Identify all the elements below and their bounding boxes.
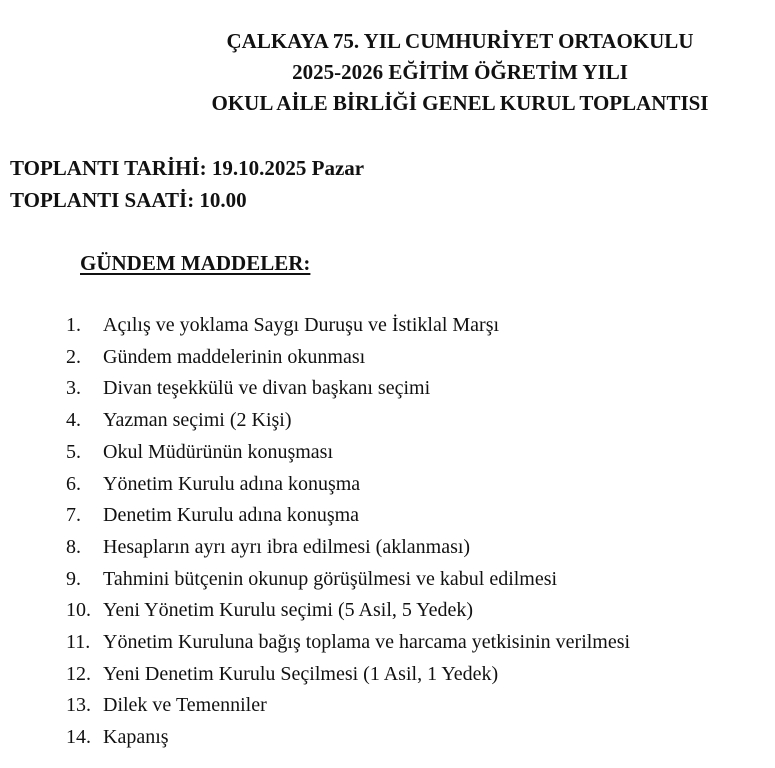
- agenda-item: [66, 500, 630, 532]
- agenda-item: [66, 564, 630, 596]
- agenda-item-number: 7.: [66, 504, 81, 527]
- agenda-item-text: Denetim Kurulu adına konuşma: [103, 504, 360, 527]
- agenda-item-number: 9.: [66, 567, 81, 590]
- agenda-item-text: Gündem maddelerinin okunması: [103, 345, 366, 368]
- agenda-item-number: 13.: [66, 694, 91, 717]
- agenda-item: [66, 659, 630, 691]
- agenda-item-text: Yeni Yönetim Kurulu seçimi (5 Asil, 5 Yedek): [103, 599, 473, 622]
- meeting-time: TOPLANTI SAATİ: 10.00: [10, 188, 247, 212]
- agenda-item-number: 2.: [66, 345, 81, 368]
- agenda-item-number: 10.: [66, 599, 91, 622]
- agenda-item-number: 4.: [66, 409, 81, 432]
- agenda-item-text: Yönetim Kuruluna bağış toplama ve harcama yetkisinin verilmesi: [103, 631, 631, 654]
- agenda-title: GÜNDEM MADDELER:: [80, 251, 311, 275]
- agenda-item-number: 12.: [66, 662, 91, 685]
- agenda-item-text: Hesapların ayrı ayrı ibra edilmesi (aklanması): [103, 535, 471, 558]
- meeting-date: TOPLANTI TARİHİ: 19.10.2025 Pazar: [10, 156, 365, 180]
- document-header: [150, 26, 770, 119]
- agenda-item: [66, 310, 630, 342]
- meeting-title: OKUL AİLE BİRLİĞİ GENEL KURUL TOPLANTISI: [211, 91, 709, 115]
- agenda-item-text: Kapanış: [103, 726, 169, 749]
- agenda-item-text: Tahmini bütçenin okunup görüşülmesi ve kabul edilmesi: [103, 567, 558, 590]
- agenda-item: [66, 405, 630, 437]
- agenda-item-number: 3.: [66, 377, 81, 400]
- agenda-item: [66, 690, 630, 722]
- agenda-item: [66, 532, 630, 564]
- agenda-item-text: Yönetim Kurulu adına konuşma: [103, 472, 361, 495]
- academic-year: 2025-2026 EĞİTİM ÖĞRETİM YILI: [292, 60, 628, 84]
- agenda-item-number: 1.: [66, 314, 81, 336]
- agenda-item-number: 6.: [66, 472, 81, 495]
- agenda-item-text: Açılış ve yoklama Saygı Duruşu ve İstiklal Marşı: [103, 314, 500, 336]
- agenda-item-text: Yeni Denetim Kurulu Seçilmesi (1 Asil, 1 Yedek): [103, 662, 499, 685]
- agenda-item-number: 14.: [66, 726, 91, 749]
- school-name: ÇALKAYA 75. YIL CUMHURİYET ORTAOKULU: [226, 29, 694, 53]
- agenda-item: [66, 342, 630, 374]
- agenda-item-text: Okul Müdürünün konuşması: [103, 440, 333, 463]
- agenda-item: [66, 373, 630, 405]
- agenda-item: [66, 595, 630, 627]
- agenda-item: [66, 627, 630, 659]
- meeting-info: [10, 152, 364, 216]
- agenda-list: [66, 310, 630, 754]
- agenda-item-text: Divan teşekkülü ve divan başkanı seçimi: [103, 377, 431, 400]
- agenda-item-number: 8.: [66, 535, 81, 558]
- agenda-item: [66, 437, 630, 469]
- agenda-item-text: Yazman seçimi (2 Kişi): [103, 409, 292, 432]
- agenda-item-number: 5.: [66, 440, 81, 463]
- agenda-item-number: 11.: [66, 631, 91, 654]
- agenda-item-text: Dilek ve Temenniler: [103, 694, 267, 717]
- agenda-item: [66, 469, 630, 501]
- agenda-item: [66, 722, 630, 754]
